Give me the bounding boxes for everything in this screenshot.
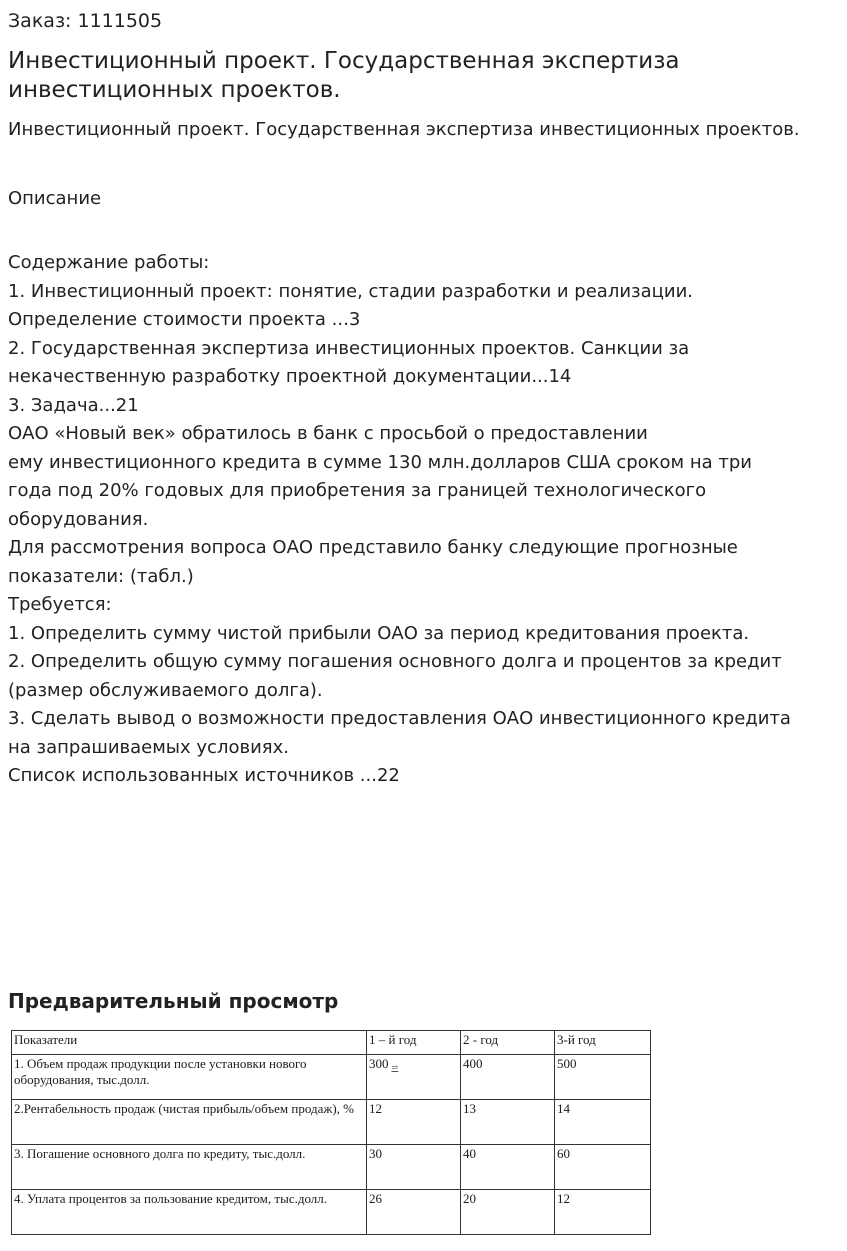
table-header-cell: Показатели: [12, 1031, 367, 1055]
table-cell: 20: [461, 1190, 555, 1235]
body-line: 2. Определить общую сумму погашения основного долга и процентов за кредит: [8, 651, 782, 672]
body-line: Для рассмотрения вопроса ОАО представило банку следующие прогнозные: [8, 537, 738, 558]
body-line: оборудования.: [8, 508, 149, 530]
table-header-cell: 1 – й год: [367, 1031, 461, 1055]
table-cell: 500: [555, 1055, 651, 1100]
page-subtitle: Инвестиционный проект. Государственная экспертиза инвестиционных проектов.: [8, 119, 800, 140]
table-row: [12, 1055, 651, 1100]
body-line: Содержание работы:: [8, 252, 210, 273]
table-cell: 12: [367, 1100, 461, 1145]
body-line: 3. Сделать вывод о возможности предоставления ОАО инвестиционного кредита: [8, 708, 791, 729]
table-header-cell: 3-й год: [555, 1031, 651, 1055]
anchor-mark-icon: ⇌: [391, 1063, 399, 1072]
body-line: ему инвестиционного кредита в сумме 130 млн.долларов США сроком на три: [8, 451, 752, 473]
body-line: некачественную разработку проектной документации...14: [8, 366, 572, 387]
preview-heading: Предварительный просмотр: [8, 989, 339, 1013]
table-cell: 4. Уплата процентов за пользование кредитом, тыс.долл.: [12, 1190, 367, 1235]
table-row: [12, 1145, 651, 1190]
table-cell: 13: [461, 1100, 555, 1145]
table-cell: 2.Рентабельность продаж (чистая прибыль/объем продаж), %: [12, 1100, 367, 1145]
order-number: Заказ: 1111505: [8, 10, 163, 32]
table-cell: 3. Погашение основного долга по кредиту, тыс.долл.: [12, 1145, 367, 1190]
body-line: 3. Задача...21: [8, 394, 139, 416]
description-heading: Описание: [8, 188, 102, 209]
table-header-cell: 2 - год: [461, 1031, 555, 1055]
table-cell: 1. Объем продаж продукции после установки нового оборудования, тыс.долл.: [12, 1055, 367, 1100]
body-line: 1. Определить сумму чистой прибыли ОАО за период кредитования проекта.: [8, 622, 750, 644]
table-cell: 12: [555, 1190, 651, 1235]
body-line: ОАО «Новый век» обратилось в банк с просьбой о предоставлении: [8, 423, 648, 444]
table-cell: 400: [461, 1055, 555, 1100]
table-cell: 60: [555, 1145, 651, 1190]
table-cell: 40: [461, 1145, 555, 1190]
body-line: Определение стоимости проекта ...3: [8, 309, 361, 330]
body-line: года под 20% годовых для приобретения за границей технологического: [8, 480, 707, 501]
body-line: Требуется:: [8, 594, 112, 615]
page-title: Инвестиционный проект. Государственная экспертиза инвестиционных проектов.: [8, 48, 680, 103]
body-line: 2. Государственная экспертиза инвестиционных проектов. Санкции за: [8, 337, 690, 359]
body-line: Список использованных источников ...22: [8, 765, 400, 786]
body-line: показатели: (табл.): [8, 565, 194, 587]
body-line: 1. Инвестиционный проект: понятие, стадии разработки и реализации.: [8, 280, 694, 302]
preview-table: [11, 1030, 651, 1235]
table-cell: 14: [555, 1100, 651, 1145]
table-header-row: [12, 1031, 651, 1055]
body-line: (размер обслуживаемого долга).: [8, 679, 323, 701]
table-cell-value: 300: [369, 1056, 389, 1071]
table-row: [12, 1100, 651, 1145]
description-body: [8, 249, 843, 791]
table-row: [12, 1190, 651, 1235]
body-line: на запрашиваемых условиях.: [8, 736, 289, 758]
table-cell: 26: [367, 1190, 461, 1235]
table-cell: 30: [367, 1145, 461, 1190]
table-cell: [367, 1055, 461, 1100]
